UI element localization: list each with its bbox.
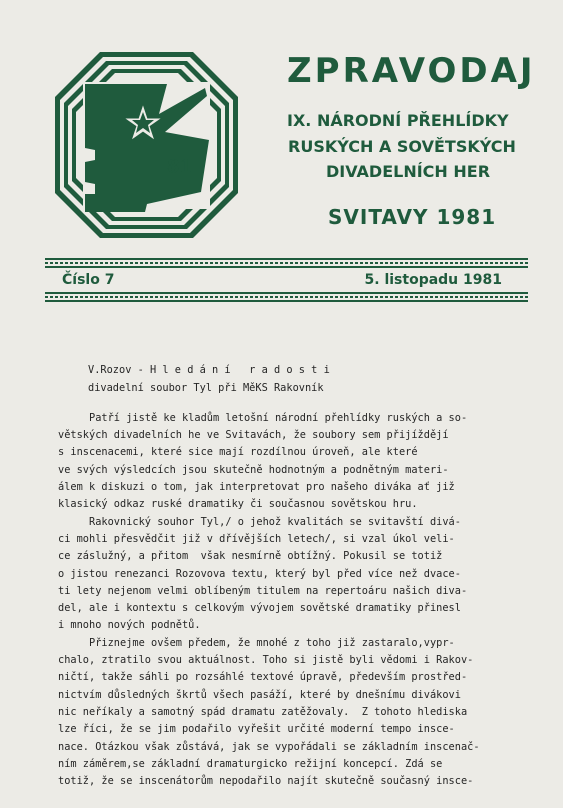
article-line: o jistou renezanci Rozovova textu, který byl před více než dvace- (58, 567, 461, 580)
article-line: větských divadelních he ve Svitavách, že soubory sem přijíždějí (58, 429, 449, 442)
top-divider (45, 258, 528, 268)
article-line: ti lety nejenom velmi oblíbeným titulem na repertoáru našich diva- (58, 584, 468, 597)
newsletter-title: ZPRAVODAJ (287, 51, 536, 91)
festival-name-line2: RUSKÝCH A SOVĚTSKÝCH (288, 137, 516, 156)
article-line: totiž, že se inscenátorům nepodařilo najít skutečně současný insce- (58, 775, 474, 788)
article-line: Rakovnický souhor Tyl,/ o jehož kvalitách se svitavští divá- (58, 515, 461, 528)
article-subheading: divadelní soubor Tyl při MěKS Rakovník (88, 381, 324, 394)
article-line: klasický odkaz ruské dramatiky či současnou sovětskou hru. (58, 498, 418, 511)
article-line: s inscenacemi, které sice mají rozdílnou úroveň, ale které (58, 446, 418, 459)
article-line: Přiznejme ovšem předem, že mnohé z toho již zastaralo,vypr- (58, 636, 455, 649)
article-line: nic neříkaly a samotný spád dramatu zatěžovaly. Z tohoto hlediska (58, 705, 468, 718)
place-and-year: SVITAVY 1981 (328, 205, 497, 229)
article-line: ve svých výsledcích jsou skutečně hodnotným a podnětným materi- (58, 463, 449, 476)
article-line: i mnoho nových podnětů. (58, 619, 201, 632)
article-line: ce záslužný, a přitom však nesmírně obtížný. Pokusil se totiž (58, 550, 443, 563)
article-heading: V.Rozov - H l e d á n í r a d o s t i (88, 364, 330, 377)
article-line: ním záměrem,se základní dramaturgicko režijní koncepcí. Zdá se (58, 757, 443, 770)
issue-number: Číslo 7 (62, 272, 115, 288)
article-line: nictvím důsledných škrtů všech pasáží, které by dnešnímu divákovi (58, 688, 461, 701)
issue-info (62, 272, 502, 288)
festival-name-line1: IX. NÁRODNÍ PŘEHLÍDKY (287, 111, 509, 130)
article-line: ničtí, takže sáhli po rozsáhlé textové úpravě, především prostřed- (58, 671, 468, 684)
article-line: nace. Otázkou však zůstává, jak se vypořádali se základním inscenač- (58, 740, 480, 753)
festival-logo (55, 52, 238, 238)
article-line: lze říci, že se jim podařilo vyřešit určité moderní tempo insce- (58, 723, 455, 736)
festival-name-line3: DIVADELNÍCH HER (326, 162, 491, 181)
issue-date: 5. listopadu 1981 (364, 272, 502, 288)
article (58, 345, 528, 808)
article-line: chalo, ztratilo svou aktuálnost. Toho si jistě byli vědomi i Rakov- (58, 654, 474, 667)
logo-year: 81 (167, 156, 193, 177)
article-line: ci mohli přesvědčit již v dřívějších letech/, si vzal úkol veli- (58, 532, 455, 545)
bottom-divider (45, 292, 528, 302)
article-line: del, ale i kontextu s celkovým vývojem sovětské dramatiky přinesl (58, 602, 461, 615)
article-line: Patří jistě ke kladům letošní národní přehlídky ruských a so- (58, 411, 468, 424)
article-line: álem k diskuzi o tom, jak interpretovat pro našeho diváka ať již (58, 481, 455, 494)
